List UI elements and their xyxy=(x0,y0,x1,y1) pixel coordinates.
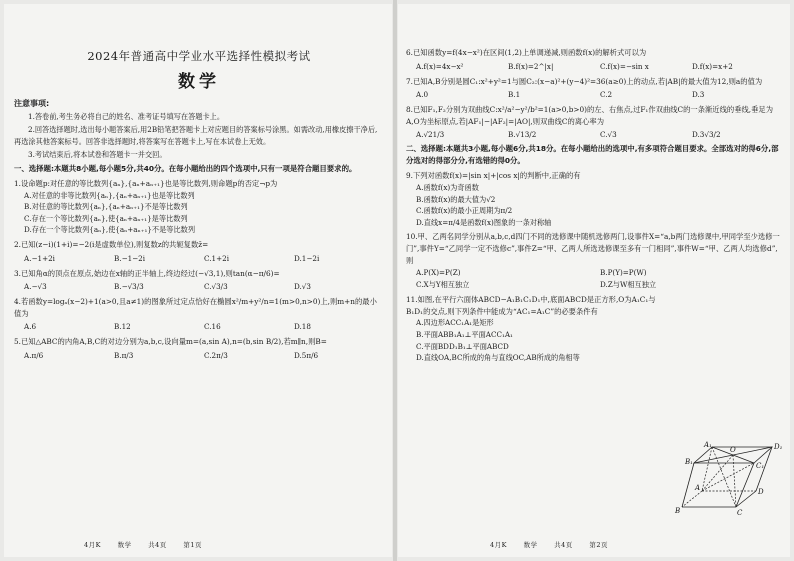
q5-options xyxy=(24,350,384,362)
q1-option-a: A.对任意的非等比数列{aₙ},{aₙ+aₙ₊₁}也是等比数列 xyxy=(24,190,195,200)
subject-title: 数学 xyxy=(178,72,220,92)
q6-option-a: A.f(x)=4x−x² xyxy=(416,61,464,71)
question-10-stem: 10.甲、乙两名同学分别从a,b,c,d四门不同的选修课中随机选修两门,设事件X=“a,b两门选修课中,甲同学至少选修一门”,事件Y=“乙同学一定不选修c”,事件Z=“甲、乙两人所选选修课至多有一门相同”,事件W=“甲、乙两人均选修d”,则 xyxy=(406,232,780,265)
q7-option-c: C.2 xyxy=(600,90,613,100)
notice-item: 3.考试结束后,将本试卷和答题卡一并交回。 xyxy=(28,149,167,159)
q9-option-a: A.函数f(x)为奇函数 xyxy=(416,182,479,192)
q10-option-a: A.P(X)=P(Z) xyxy=(416,268,461,278)
q11-option-a: A.四边形ACC₁A₁是矩形 xyxy=(416,318,494,328)
parallelepiped-figure xyxy=(674,441,783,519)
q6-options xyxy=(416,61,784,73)
question-5-stem: 5.已知△ABC的内角A,B,C的对边分别为a,b,c,设向量m=(a,sin A),n=(b,sin B/2),若m∥n,则B= xyxy=(14,337,327,347)
page-1 xyxy=(4,4,392,557)
q3-option-c: C.√3/3 xyxy=(204,282,228,292)
q3-option-b: B.−√3/3 xyxy=(114,282,144,292)
notice-item: 2.回答选择题时,选出每小题答案后,用2B铅笔把答题卡上对应题目的答案标号涂黑。如需改动,用橡皮擦干净后,再选涂其他答案标号。回答非选择题时,将答案写在答题卡上,写在本试卷上无效。 xyxy=(14,124,378,146)
page-2 xyxy=(398,4,790,557)
q9-option-b: B.函数f(x)的最大值为√2 xyxy=(416,194,496,204)
footer-page-number: 第2页 xyxy=(589,541,609,549)
q6-option-d: D.f(x)=x+2 xyxy=(692,61,733,71)
label-b1: B₁ xyxy=(685,458,693,466)
q5-option-d: D.5π/6 xyxy=(294,350,319,360)
question-4-stem: 4.若函数y=logₐ(x−2)+1(a>0,且a≠1)的图象所过定点恰好在椭圆x²/m+y²/n=1(m>0,n>0)上,则m+n的最小值为 xyxy=(14,297,377,318)
q2-option-c: C.1+2i xyxy=(204,253,229,263)
q1-option-b: B.对任意的等比数列{aₙ},{aₙ+aₙ₊₁}不是等比数列 xyxy=(24,202,188,212)
q4-option-d: D.18 xyxy=(294,322,311,332)
question-7-stem: 7.已知A,B分别是圆C₁:x²+y²=1与圆C₂:(x−a)²+(y−4)²=36(a≥0)上的动点,若|AB|的最大值为12,则a的值为 xyxy=(406,76,763,86)
q10-option-b: B.P(Y)=P(W) xyxy=(600,268,647,278)
q2-option-d: D.1−2i xyxy=(294,253,320,263)
q3-option-a: A.−√3 xyxy=(24,282,47,292)
q8-option-c: C.√3 xyxy=(600,130,617,140)
q8-options xyxy=(416,129,784,141)
q11-option-b: B.平面ABB₁A₁⊥平面ACC₁A₁ xyxy=(416,329,513,339)
edge-b1b xyxy=(682,463,694,507)
q2-option-b: B.−1−2i xyxy=(114,253,146,263)
q5-option-a: A.π/6 xyxy=(24,350,44,360)
q6-option-b: B.f(x)=2^|x| xyxy=(508,61,554,71)
question-6-stem: 6.已知函数y=f(4x−x²)在区间(1,2)上单调递减,则函数f(x)的解析式可以为 xyxy=(406,48,647,57)
q7-options xyxy=(416,89,784,101)
question-1-stem: 1.设命题p:对任意的等比数列{aₙ},{aₙ+aₙ₊₁}也是等比数列,则命题p的否定¬p为 xyxy=(14,179,278,188)
label-d1: D₁ xyxy=(774,443,783,451)
q4-option-c: C.16 xyxy=(204,322,221,332)
q10-options xyxy=(416,267,784,291)
q11-option-d: D.直线OA,BC所成的角与直线OC,AB所成的角相等 xyxy=(416,353,580,363)
q8-option-d: D.3√3/2 xyxy=(692,130,721,140)
footer-code: 4月K xyxy=(84,541,101,549)
label-b: B xyxy=(675,507,681,515)
q8-option-b: B.√13/2 xyxy=(508,130,537,140)
q9-option-d: D.直线x=π/4是函数f(x)图象的一条对称轴 xyxy=(416,217,552,227)
label-c: C xyxy=(737,509,743,517)
q1-option-d: D.存在一个等比数列{aₙ},使{aₙ+aₙ₊₁}不是等比数列 xyxy=(24,225,196,235)
footer-subject: 数学 xyxy=(117,541,132,549)
q8-option-a: A.√21/3 xyxy=(416,130,445,140)
q3-options xyxy=(24,281,384,293)
question-11 xyxy=(406,294,784,364)
footer-subject: 数学 xyxy=(523,541,538,549)
edge-a1a xyxy=(702,447,712,491)
q4-option-b: B.12 xyxy=(114,322,131,332)
notice-heading: 注意事项: xyxy=(14,99,50,108)
q7-option-b: B.1 xyxy=(508,90,521,100)
section-1-heading: 一、选择题:本题共8小题,每小题5分,共40分。在每小题给出的四个选项中,只有一项是符合题目要求的。 xyxy=(14,164,357,173)
q2-option-a: A.−1+2i xyxy=(24,253,55,263)
question-11-stem: 11.如图,在平行六面体ABCD−A₁B₁C₁D₁中,底面ABCD是正方形,O为A₁C₁与B₁D₁的交点,则下列条件中能成为“AC₁=A₁C”的必要条件有 xyxy=(406,295,656,316)
footer-page-number: 第1页 xyxy=(183,541,203,549)
q10-option-d: D.Z与W相互独立 xyxy=(600,280,657,290)
edge-ab xyxy=(682,491,702,507)
q11-option-c: C.平面BDD₁B₁⊥平面ABCD xyxy=(416,341,509,351)
q4-option-a: A.6 xyxy=(24,322,37,332)
question-2-stem: 2.已知(z−i)(1+i)=−2(i是虚数单位),则复数z的共轭复数z̄= xyxy=(14,239,209,249)
footer-code: 4月K xyxy=(490,541,507,549)
q5-option-c: C.2π/3 xyxy=(204,350,228,360)
label-d: D xyxy=(758,488,764,496)
question-3-stem: 3.已知角α的顶点在原点,始边在x轴的正半轴上,终边经过(−√3,1),则tan(α−π/6)= xyxy=(14,268,280,278)
q10-option-c: C.X与Y相互独立 xyxy=(416,280,470,290)
exam-title: 2024年普通高中学业水平选择性模拟考试 xyxy=(87,49,311,63)
q6-option-c: C.f(x)=−sin x xyxy=(600,61,649,71)
page-footer xyxy=(398,540,790,549)
page-gutter xyxy=(393,0,397,561)
label-c1: C₁ xyxy=(756,462,765,470)
section-2-heading: 二、选择题:本题共3小题,每小题6分,共18分。在每小题给出的选项中,有多项符合题目要求。全部选对的得6分,部分选对的得部分分,有选错的得0分。 xyxy=(406,144,779,166)
q3-option-d: D.√3 xyxy=(294,282,311,292)
label-o: O xyxy=(730,446,736,454)
q7-option-a: A.0 xyxy=(416,90,429,100)
notice-item: 1.答卷前,考生务必将自己的姓名、准考证号填写在答题卡上。 xyxy=(28,112,225,121)
page-footer xyxy=(4,540,392,549)
footer-total-pages: 共4页 xyxy=(148,541,167,549)
q5-option-b: B.π/3 xyxy=(114,350,134,360)
footer-total-pages: 共4页 xyxy=(554,541,573,549)
edge-c1c xyxy=(736,463,754,507)
label-a: A xyxy=(695,484,701,492)
q9-option-c: C.函数f(x)的最小正周期为π/2 xyxy=(416,206,513,216)
label-a1: A₁ xyxy=(704,441,712,449)
q2-options xyxy=(24,253,384,265)
q7-option-d: D.3 xyxy=(692,90,705,100)
question-8-stem: 8.已知F₁,F₂分别为双曲线C:x²/a²−y²/b²=1(a>0,b>0)的左、右焦点,过F₁作双曲线C的一条渐近线的垂线,垂足为A,O为坐标原点,若|AF₁|−|AF₂|=|AO|,则双曲线C的离心率为 xyxy=(406,105,774,126)
q4-options xyxy=(24,321,384,333)
q1-option-c: C.存在一个等比数列{aₙ},使{aₙ+aₙ₊₁}是等比数列 xyxy=(24,213,188,223)
question-9-stem: 9.下列对函数f(x)=|sin x|+|cos x|的判断中,正确的有 xyxy=(406,171,581,181)
